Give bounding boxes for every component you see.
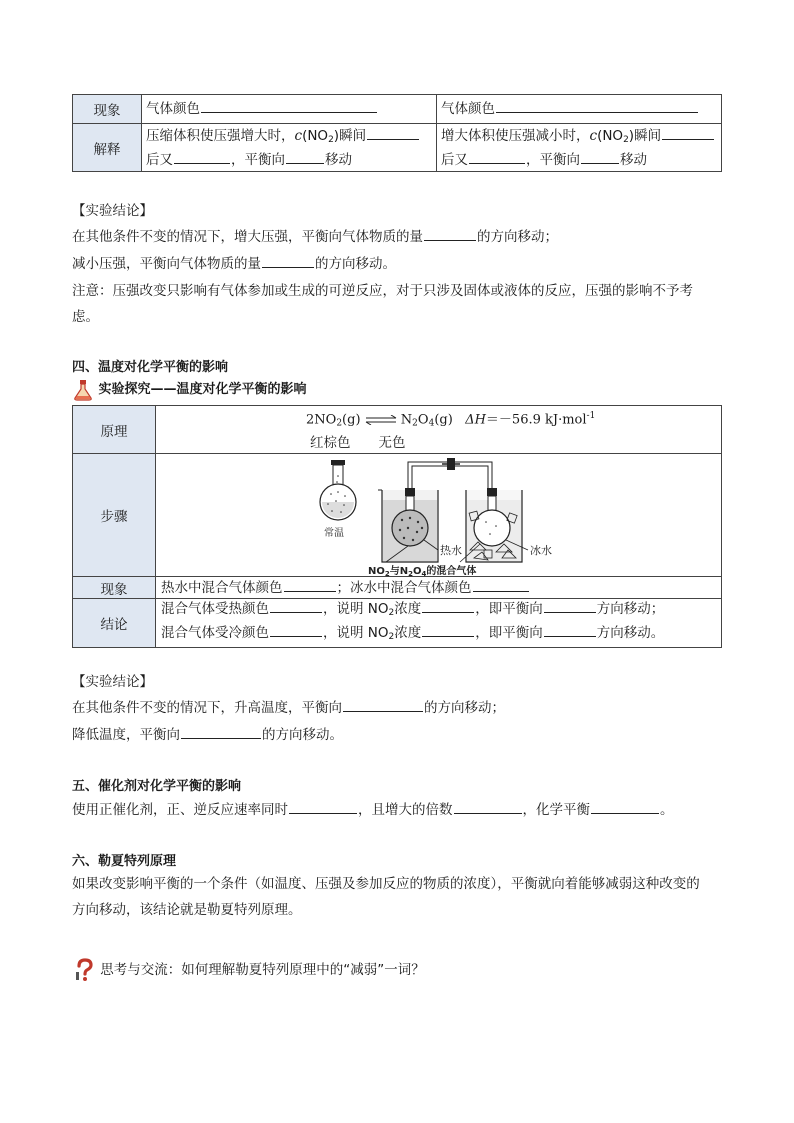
answer-blank[interactable]: [181, 726, 261, 739]
note-line: 虑。: [72, 309, 99, 325]
temperature-table: [72, 405, 722, 648]
answer-blank[interactable]: [422, 624, 474, 637]
answer-blank[interactable]: [174, 151, 230, 164]
answer-blank[interactable]: [201, 100, 377, 113]
answer-blank[interactable]: [286, 151, 324, 164]
principle-cell: $2NO_2(g)$ $N_2O_4(g)$ ΔH＝－56.9 kJ·mol$^{-1}$ 红棕色 无色: [156, 406, 722, 454]
ice-water-beaker-icon: [466, 488, 522, 562]
answer-blank[interactable]: [473, 579, 529, 592]
conclusion-line: 减小压强，平衡向气体物质的量 的方向移动。: [72, 256, 396, 272]
explanation-label-cell: 解释: [73, 124, 142, 172]
conclusion-title: 【实验结论】: [72, 674, 153, 690]
flask-icon: [72, 379, 94, 401]
answer-blank[interactable]: [544, 600, 596, 613]
hot-water-label: 热水: [440, 544, 462, 558]
steps-diagram-cell: [156, 454, 722, 577]
question-mark-icon: [74, 958, 96, 982]
answer-blank[interactable]: [424, 228, 476, 241]
steps-label-cell: 步骤: [73, 454, 156, 577]
answer-blank[interactable]: [270, 600, 322, 613]
conclusion-line: 降低温度，平衡向 的方向移动。: [72, 727, 343, 743]
answer-blank[interactable]: [422, 600, 474, 613]
catalyst-line: 使用正催化剂，正、逆反应速率同时 ，且增大的倍数 ，化学平衡 。: [72, 802, 674, 818]
equilibrium-arrow-icon: [365, 415, 397, 425]
explanation-right-cell: 增大体积使压强减小时，$c(NO_2)$瞬间 后又 ，平衡向 移动: [437, 124, 722, 172]
phenomenon-label-cell: 现象: [73, 95, 142, 124]
answer-blank[interactable]: [469, 151, 525, 164]
principle-line: 如果改变影响平衡的一个条件（如温度、压强及参加反应的物质的浓度），平衡就向着能够减弱这种改变的: [72, 876, 700, 892]
answer-blank[interactable]: [496, 100, 698, 113]
answer-blank[interactable]: [262, 255, 314, 268]
conclusion-line: 在其他条件不变的情况下，升高温度，平衡向 的方向移动；: [72, 700, 505, 716]
ice-water-label: 冰水: [530, 544, 552, 558]
answer-blank[interactable]: [662, 127, 714, 140]
hot-water-beaker-icon: [378, 488, 438, 562]
mixture-gas-label: $NO_2$与$N_2O_4$的混合气体: [368, 566, 477, 577]
answer-blank[interactable]: [591, 801, 659, 814]
phenomenon-left-cell: 气体颜色: [142, 95, 437, 124]
answer-blank[interactable]: [284, 579, 336, 592]
conclusion-label-cell: 结论: [73, 599, 156, 648]
section-heading: 六、勒夏特列原理: [72, 854, 177, 869]
apparatus-diagram: [156, 454, 721, 576]
section-heading: 四、温度对化学平衡的影响: [72, 360, 229, 375]
phenomenon-label-cell: 现象: [73, 577, 156, 599]
explanation-left-cell: 压缩体积使压强增大时，$c(NO_2)$瞬间 后又 ，平衡向 移动: [142, 124, 437, 172]
phenomenon-right-cell: 气体颜色: [437, 95, 722, 124]
principle-line: 方向移动，该结论就是勒夏特列原理。: [72, 902, 302, 918]
equation: $2NO_2(g)$ $N_2O_4(g)$ ΔH＝－56.9 kJ·mol$^{-1}$: [306, 411, 596, 429]
answer-blank[interactable]: [270, 624, 322, 637]
answer-blank[interactable]: [343, 699, 423, 712]
room-temp-label: 常温: [324, 528, 344, 540]
conclusion-title: 【实验结论】: [72, 203, 153, 219]
note-line: 注意：压强改变只影响有气体参加或生成的可逆反应，对于只涉及固体或液体的反应，压强的影响不予考: [72, 283, 693, 299]
answer-blank[interactable]: [367, 127, 419, 140]
answer-blank[interactable]: [454, 801, 522, 814]
experiment-title: 实验探究——温度对化学平衡的影响: [72, 378, 307, 401]
conclusion-cell: 混合气体受热颜色 ，说明 $NO_2$浓度 ，即平衡向 方向移动； 混合气体受冷颜色 ，说明 $NO_2$浓度 ，即平衡向 方向移动。: [156, 599, 722, 648]
answer-blank[interactable]: [289, 801, 357, 814]
answer-blank[interactable]: [544, 624, 596, 637]
principle-label-cell: 原理: [73, 406, 156, 454]
pressure-table: [72, 94, 722, 172]
answer-blank[interactable]: [581, 151, 619, 164]
phenomenon-cell: 热水中混合气体颜色 ；冰水中混合气体颜色: [156, 577, 722, 599]
room-temp-flask-icon: [320, 460, 356, 520]
clamp-icon: [442, 458, 460, 470]
section-heading: 五、催化剂对化学平衡的影响: [72, 779, 242, 794]
think-discuss: 思考与交流：如何理解勒夏特列原理中的“减弱”一词？: [74, 958, 425, 982]
conclusion-line: 在其他条件不变的情况下，增大压强，平衡向气体物质的量 的方向移动；: [72, 229, 558, 245]
